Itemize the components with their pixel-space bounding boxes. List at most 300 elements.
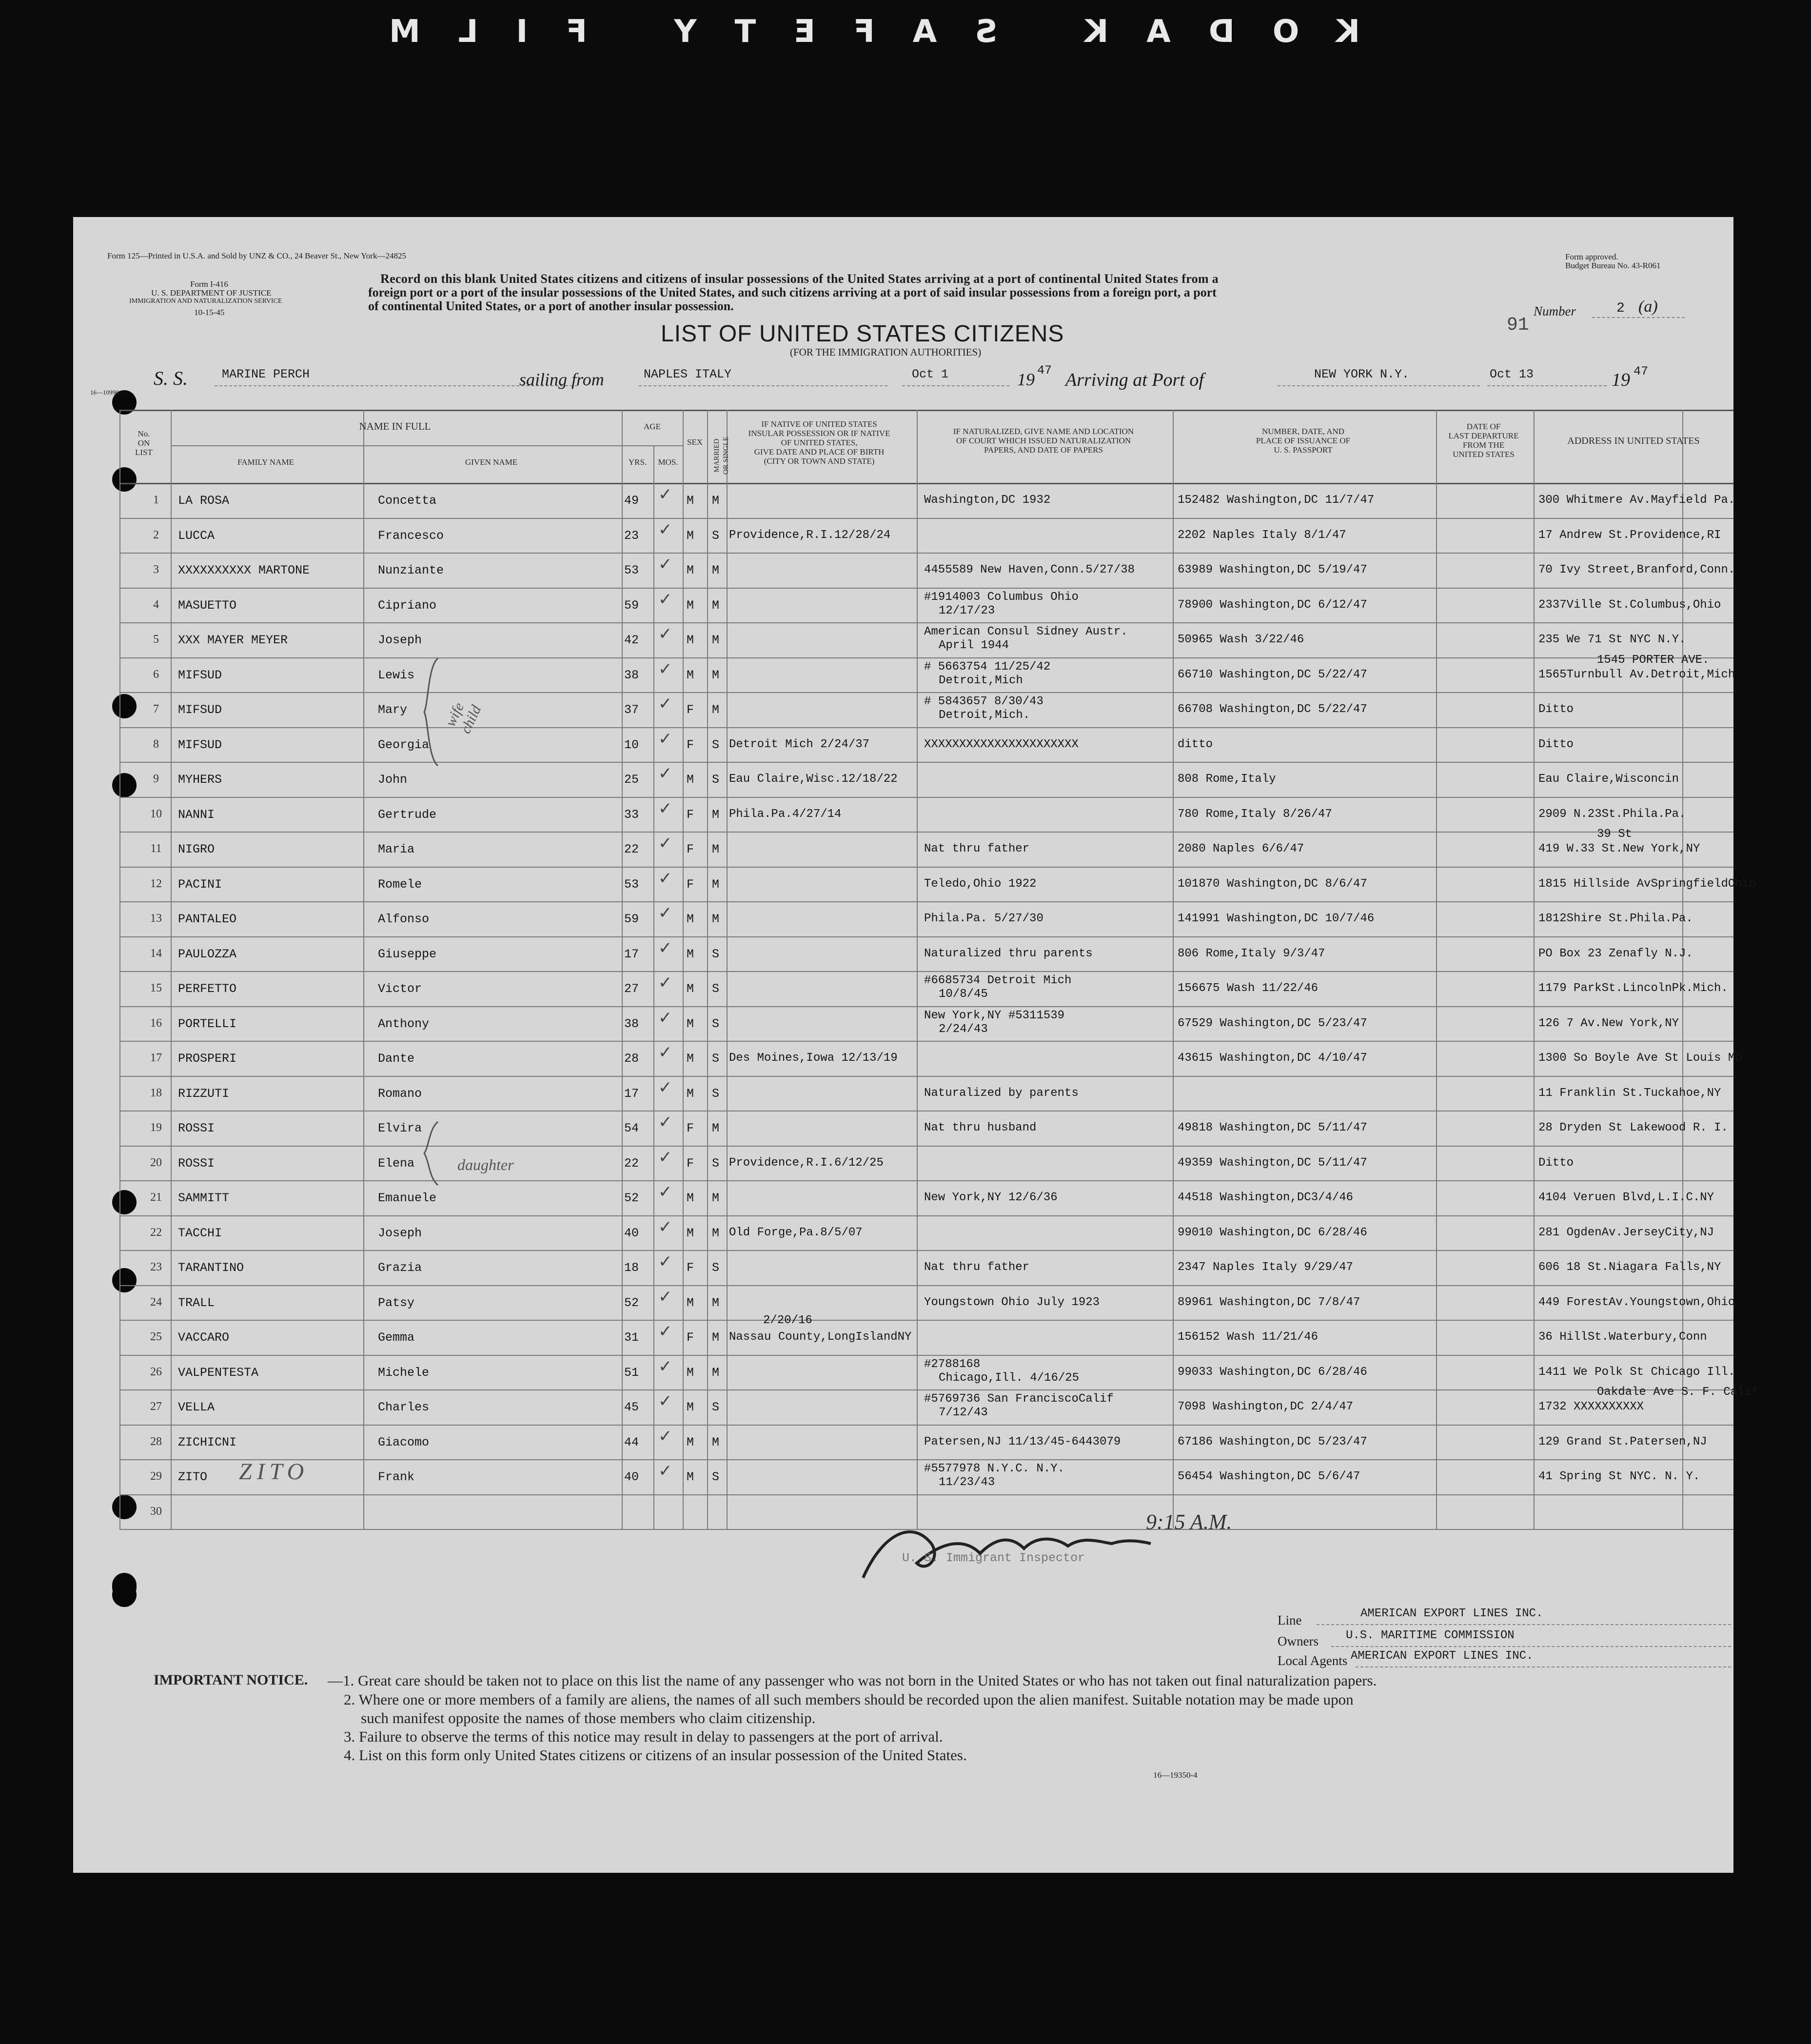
passport: 808 Rome,Italy [1178,773,1276,786]
checkmark-icon: ✓ [658,519,672,539]
given-name: Giuseppe [378,947,437,961]
checkmark-icon: ✓ [658,1322,672,1341]
marital-status: M [712,494,720,508]
row-rule [119,971,1733,972]
marital-status: M [712,1330,720,1345]
given-name: Charles [378,1400,430,1414]
address: 1300 So Boyle Ave St Louis Mo. [1538,1052,1750,1065]
checkmark-icon: ✓ [658,833,672,853]
checkmark-icon: ✓ [658,1252,672,1271]
sex: F [687,842,694,856]
sex: M [687,1435,694,1449]
given-name: Romano [378,1086,422,1101]
sex: F [687,1330,694,1345]
instructions-line-3: of continental United States, or a port of another insular possession. [368,299,734,313]
row-number: 2 [153,528,159,541]
sex: F [687,807,694,822]
number-value: 2 [1616,301,1625,316]
birth-place: Detroit Mich 2/24/37 [729,737,870,751]
owners-underline [1331,1646,1731,1647]
notice-title: IMPORTANT NOTICE. [154,1672,308,1688]
row-number: 1 [153,494,159,506]
marital-status: M [712,633,720,647]
row-rule [119,588,1733,589]
address: 281 OgdenAv.JerseyCity,NJ [1538,1226,1714,1239]
row-number: 10 [150,807,162,820]
row-number: 9 [153,773,159,785]
given-name: Giacomo [378,1435,430,1449]
given-name: Frank [378,1470,415,1484]
row-number: 15 [150,982,162,994]
age-years: 54 [624,1121,639,1135]
address: 28 Dryden St Lakewood R. I. [1538,1121,1728,1134]
address: 300 Whitmere Av.Mayfield Pa. [1538,494,1735,507]
port-underline [1278,385,1480,386]
naturalization-record: Patersen,NJ 11/13/45-6443079 [924,1435,1121,1449]
naturalization-record: #6685734 Detroit Mich [924,974,1072,987]
passport: 63989 Washington,DC 5/19/47 [1178,563,1367,576]
checkmark-icon: ✓ [658,1008,672,1028]
film-edge-label: KODAK SAFETY FILM [351,14,1360,50]
address: 606 18 St.Niagara Falls,NY [1538,1261,1721,1274]
given-name: Gemma [378,1330,415,1345]
checkmark-icon: ✓ [658,1043,672,1062]
marital-status: S [712,1400,720,1414]
address: 2909 N.23St.Phila.Pa. [1538,807,1686,821]
depart-year-label: 19 [1017,370,1035,389]
column-rule [622,410,623,1529]
given-name: Lewis [378,668,415,682]
header-native-birth: IF NATIVE OF UNITED STATES INSULAR POSSESSION OR IF NATIVE OF UNITED STATES, GIVE DATE AND PLACE OF BIRTH (CITY OR TOWN AND STATE) [748,419,890,466]
checkmark-icon: ✓ [658,1391,672,1411]
page-title: LIST OF UNITED STATES CITIZENS [661,321,1064,347]
owners-value: U.S. MARITIME COMMISSION [1346,1629,1515,1642]
row-rule [119,553,1733,554]
sex: M [687,1016,694,1031]
row-number: 22 [150,1226,162,1239]
sex: M [687,1400,694,1414]
agents-label: Local Agents [1278,1653,1348,1668]
birth-place: Providence,R.I.12/28/24 [729,528,891,542]
marital-status: M [712,563,720,577]
family-name: PANTALEO [178,912,237,926]
passport: 78900 Washington,DC 6/12/47 [1178,598,1367,612]
passport: 141991 Washington,DC 10/7/46 [1178,912,1375,925]
marital-status: M [712,598,720,613]
age-years: 22 [624,842,639,856]
naturalization-detail: 10/8/45 [939,988,988,1001]
address: 1732 XXXXXXXXXX [1538,1400,1644,1413]
marital-status: M [712,1435,720,1449]
naturalization-record: Nat thru father [924,842,1030,855]
row-number: 17 [150,1052,162,1064]
passport: 101870 Washington,DC 8/6/47 [1178,877,1367,891]
address: 1179 ParkSt.LincolnPk.Mich. [1538,982,1728,995]
agents-value: AMERICAN EXPORT LINES INC. [1351,1649,1534,1663]
given-name: Dante [378,1052,415,1066]
naturalization-record: #2788168 [924,1357,981,1371]
owners-label: Owners [1278,1634,1319,1648]
row-number: 30 [150,1505,162,1518]
naturalization-record: Nat thru husband [924,1121,1037,1134]
age-years: 18 [624,1261,639,1275]
marital-status: M [712,1191,720,1205]
sex: M [687,598,694,613]
family-name: RIZZUTI [178,1086,230,1101]
sex: M [687,668,694,682]
family-name: LUCCA [178,528,215,543]
marital-status: M [712,1295,720,1310]
header-age: AGE [644,422,661,431]
given-name: Alfonso [378,912,430,926]
family-name: VACCARO [178,1330,230,1345]
naturalization-record: New York,NY #5311539 [924,1009,1065,1022]
sailing-label: sailing from [519,370,604,389]
arrival-port: NEW YORK N.Y. [1314,367,1410,381]
bottom-code: 16—19350-4 [1153,1770,1198,1780]
naturalization-record: Naturalized by parents [924,1086,1079,1100]
marital-status: S [712,1261,720,1275]
header-family-name: FAMILY NAME [237,457,294,467]
given-name: Francesco [378,528,444,543]
family-name: TACCHI [178,1226,222,1240]
naturalization-record: #5769736 San FranciscoCalif [924,1392,1114,1406]
family-name: ROSSI [178,1121,215,1135]
passport: 67186 Washington,DC 5/23/47 [1178,1435,1367,1449]
address: 1812Shire St.Phila.Pa. [1538,912,1693,925]
given-name: Joseph [378,633,422,647]
given-name: Joseph [378,1226,422,1240]
header-passport: NUMBER, DATE, AND PLACE OF ISSUANCE OF U. S. PASSPORT [1256,427,1351,455]
address: 2337Ville St.Columbus,Ohio [1538,598,1721,612]
passport: 89961 Washington,DC 7/8/47 [1178,1295,1360,1309]
passport: 2080 Naples 6/6/47 [1178,842,1304,855]
given-name: Emanuele [378,1191,437,1205]
row-number: 24 [150,1295,162,1309]
row-number: 4 [153,598,159,611]
family-name: PROSPERI [178,1052,237,1066]
ship-name: MARINE PERCH [222,367,310,381]
checkmark-icon: ✓ [658,1077,672,1097]
number-note: (a) [1638,298,1658,316]
checkmark-icon: ✓ [658,1182,672,1202]
header-married-single: MARRIED OR SINGLE [713,437,730,475]
naturalization-record: Teledo,Ohio 1922 [924,877,1037,891]
family-bracket-rossi [423,1119,443,1188]
checkmark-icon: ✓ [658,1426,672,1446]
row-rule [119,1041,1733,1042]
row-rule [119,797,1733,798]
marital-status: S [712,947,720,961]
address: 126 7 Av.New York,NY [1538,1016,1679,1030]
birth-place: Phila.Pa.4/27/14 [729,807,842,821]
naturalization-record: Washington,DC 1932 [924,494,1051,507]
family-name: PORTELLI [178,1016,237,1031]
sex: M [687,947,694,961]
naturalization-record: Naturalized thru parents [924,947,1093,960]
notice-item-1: —1. Great care should be taken not to place on this list the name of any passenger who was not born in the United States or who has not taken out final naturalization papers. [328,1672,1377,1689]
row-number: 19 [150,1121,162,1134]
naturalization-record: 4455589 New Haven,Conn.5/27/38 [924,563,1135,576]
naturalization-detail: April 1944 [939,639,1009,652]
sex: M [687,912,694,926]
form-dept: U. S. DEPARTMENT OF JUSTICE [151,288,272,298]
notice-item-3: 3. Failure to observe the terms of this notice may result in delay to passengers at the port of arrival. [344,1728,943,1745]
naturalization-record: Nat thru father [924,1261,1030,1274]
address-correction: 1545 PORTER AVE. [1597,653,1710,667]
address: 129 Grand St.Patersen,NJ [1538,1435,1707,1449]
given-name: Anthony [378,1016,430,1031]
table-header-border [119,483,1733,484]
row-number: 29 [150,1470,162,1483]
row-rule [119,832,1733,833]
checkmark-icon: ✓ [658,485,672,504]
row-rule [119,1425,1733,1426]
family-name: MIFSUD [178,668,222,682]
row-rule [119,1006,1733,1007]
family-name: TARANTINO [178,1261,244,1275]
checkmark-icon: ✓ [658,764,672,783]
depart-date: Oct 1 [912,367,949,381]
checkmark-icon: ✓ [658,1147,672,1167]
column-rule [1682,410,1683,1529]
checkmark-icon: ✓ [658,1217,672,1237]
age-years: 52 [624,1191,639,1205]
passport: 780 Rome,Italy 8/26/47 [1178,807,1332,821]
marital-status: M [712,912,720,926]
address: 1815 Hillside AvSpringfieldOhio [1538,877,1756,891]
checkmark-icon: ✓ [658,938,672,958]
header-last-departure: DATE OF LAST DEPARTURE FROM THE UNITED STATES [1448,422,1519,459]
passport: ditto [1178,737,1213,751]
age-years: 22 [624,1156,639,1171]
age-years: 38 [624,1016,639,1031]
column-rule [1436,410,1437,1529]
naturalization-detail: 12/17/23 [939,604,995,617]
age-years: 52 [624,1295,639,1310]
header-months: MOS. [658,457,678,467]
marital-status: S [712,1016,720,1031]
sex: M [687,1226,694,1240]
family-name: MASUETTO [178,598,237,613]
passport: 44518 Washington,DC3/4/46 [1178,1191,1354,1204]
passport: 43615 Washington,DC 4/10/47 [1178,1052,1367,1065]
naturalization-detail: 11/23/43 [939,1476,995,1489]
address: Eau Claire,Wisconcin [1538,773,1679,786]
given-name: Grazia [378,1261,422,1275]
marital-status: M [712,703,720,717]
sex: F [687,1121,694,1135]
form-approved: Form approved. [1565,252,1618,261]
passport: 99033 Washington,DC 6/28/46 [1178,1365,1367,1379]
age-years: 49 [624,494,639,508]
address: PO Box 23 Zenafly N.J. [1538,947,1693,960]
column-rule [727,410,728,1529]
row-rule [119,1076,1733,1077]
family-name: SAMMITT [178,1191,230,1205]
checkmark-icon: ✓ [658,694,672,714]
age-years: 53 [624,877,639,892]
signature-time: 9:15 A.M. [1146,1510,1232,1534]
passport: 66710 Washington,DC 5/22/47 [1178,668,1367,681]
family-name: XXXXXXXXXX MARTONE [178,563,310,577]
sex: F [687,1156,694,1171]
row-number: 26 [150,1365,162,1378]
form-date: 10-15-45 [194,308,225,317]
marital-status: S [712,1156,720,1171]
naturalization-record: XXXXXXXXXXXXXXXXXXXXXX [924,737,1079,751]
column-rule [653,445,654,1529]
age-years: 38 [624,668,639,682]
marital-status: S [712,737,720,752]
checkmark-icon: ✓ [658,868,672,888]
age-years: 45 [624,1400,639,1414]
row-rule [119,1355,1733,1356]
row-rule [119,622,1733,623]
column-rule [683,410,684,1529]
sex: F [687,1261,694,1275]
age-years: 37 [624,703,639,717]
row-number: 5 [153,633,159,646]
sailing-from: NAPLES ITALY [644,367,732,381]
notice-item-2: 2. Where one or more members of a family are aliens, the names of all such members should be recorded upon the alien manifest. Suitable notation may be made upon [344,1691,1354,1708]
punch-hole [112,467,137,492]
age-years: 53 [624,563,639,577]
depart-year: 47 [1037,363,1052,377]
passport: 156152 Wash 11/21/46 [1178,1330,1319,1344]
passport: 50965 Wash 3/22/46 [1178,633,1304,646]
column-rule [1173,410,1174,1529]
family-name: ZITO [178,1470,208,1484]
number-label: Number [1534,304,1576,318]
address: 1565Turnbull Av.Detroit,Mich. [1538,668,1742,681]
row-rule [119,1494,1733,1495]
given-name: Gertrude [378,807,437,822]
given-name: Elvira [378,1121,422,1135]
row-number: 14 [150,947,162,960]
row-rule [119,936,1733,937]
address: 11 Franklin St.Tuckahoe,NY [1538,1086,1721,1100]
given-name: John [378,773,408,787]
family-name: LA ROSA [178,494,230,508]
address: 4104 Veruen Blvd,L.I.C.NY [1538,1191,1714,1204]
row-number: 21 [150,1191,162,1204]
age-years: 10 [624,737,639,752]
naturalization-detail: Chicago,Ill. 4/16/25 [939,1371,1080,1385]
marital-status: M [712,668,720,682]
sex: M [687,982,694,996]
passport: 806 Rome,Italy 9/3/47 [1178,947,1325,960]
sex: F [687,737,694,752]
passport: 56454 Washington,DC 5/6/47 [1178,1470,1360,1483]
naturalization-record: Youngstown Ohio July 1923 [924,1295,1100,1309]
birth-place: Eau Claire,Wisc.12/18/22 [729,773,898,786]
from-underline [639,385,887,386]
age-years: 42 [624,633,639,647]
passport: 156675 Wash 11/22/46 [1178,982,1319,995]
birth-place: Des Moines,Iowa 12/13/19 [729,1052,898,1065]
address-correction: Oakdale Ave S. F. Calif. [1597,1386,1766,1399]
naturalization-record: American Consul Sidney Austr. [924,625,1128,638]
header-no-on-list: No. ON LIST [135,429,153,457]
family-name: MYHERS [178,773,222,787]
marital-status: S [712,1052,720,1066]
row-number: 25 [150,1330,162,1343]
age-years: 23 [624,528,639,543]
sex: F [687,877,694,892]
line-underline [1317,1624,1731,1625]
checkmark-icon: ✓ [658,1356,672,1376]
address: 41 Spring St NYC. N. Y. [1538,1470,1700,1483]
age-years: 28 [624,1052,639,1066]
address: 235 We 71 St NYC N.Y. [1538,633,1686,646]
header-years: YRS. [628,457,647,467]
naturalization-record: # 5843657 8/30/43 [924,695,1043,708]
given-name: Michele [378,1365,430,1380]
row-rule [119,901,1733,902]
address: 449 ForestAv.Youngstown,Ohio [1538,1295,1735,1309]
row-rule [119,867,1733,868]
age-years: 40 [624,1226,639,1240]
age-years: 25 [624,773,639,787]
given-name: Nunziante [378,563,444,577]
naturalization-record: # 5663754 11/25/42 [924,660,1051,674]
checkmark-icon: ✓ [658,903,672,923]
arrival-date: Oct 13 [1490,367,1534,381]
table-top-border [119,410,1733,411]
column-rule [917,410,918,1529]
passport: 2202 Naples Italy 8/1/47 [1178,528,1346,542]
naturalization-record: New York,NY 12/6/36 [924,1191,1058,1204]
family-name: NANNI [178,807,215,822]
naturalization-detail: 7/12/43 [939,1406,988,1419]
header-sex: SEX [687,437,703,447]
column-rule [363,410,364,1529]
number-underline [1592,317,1685,318]
row-number: 7 [153,703,159,715]
page-stamp: 91 [1507,315,1529,336]
header-name-in-full: NAME IN FULL [359,420,431,432]
given-name: Elena [378,1156,415,1171]
page-subtitle: (FOR THE IMMIGRATION AUTHORITIES) [790,346,982,358]
marital-status: S [712,1086,720,1101]
age-years: 51 [624,1365,639,1380]
given-name: Georgia [378,737,430,752]
sex: M [687,1365,694,1380]
family-name: MIFSUD [178,703,222,717]
passport: 67529 Washington,DC 5/23/47 [1178,1016,1367,1030]
column-rule [171,410,172,1529]
family-name: VELLA [178,1400,215,1414]
row-number: 8 [153,737,159,751]
address: 17 Andrew St.Providence,RI [1538,528,1721,542]
checkmark-icon: ✓ [658,624,672,644]
column-rule [119,410,120,1529]
marital-status: M [712,1226,720,1240]
given-name: Concetta [378,494,437,508]
row-number: 6 [153,668,159,681]
marital-status: S [712,1470,720,1484]
punch-hole [112,1583,137,1607]
row-number: 12 [150,877,162,890]
given-name: Cipriano [378,598,437,613]
sex: M [687,563,694,577]
ss-label: S. S. [154,367,188,389]
passport: 7098 Washington,DC 2/4/47 [1178,1400,1354,1413]
passport: 49359 Washington,DC 5/11/47 [1178,1156,1367,1170]
address: 1411 We Polk St Chicago Ill. [1538,1365,1735,1379]
family-name: PACINI [178,877,222,892]
